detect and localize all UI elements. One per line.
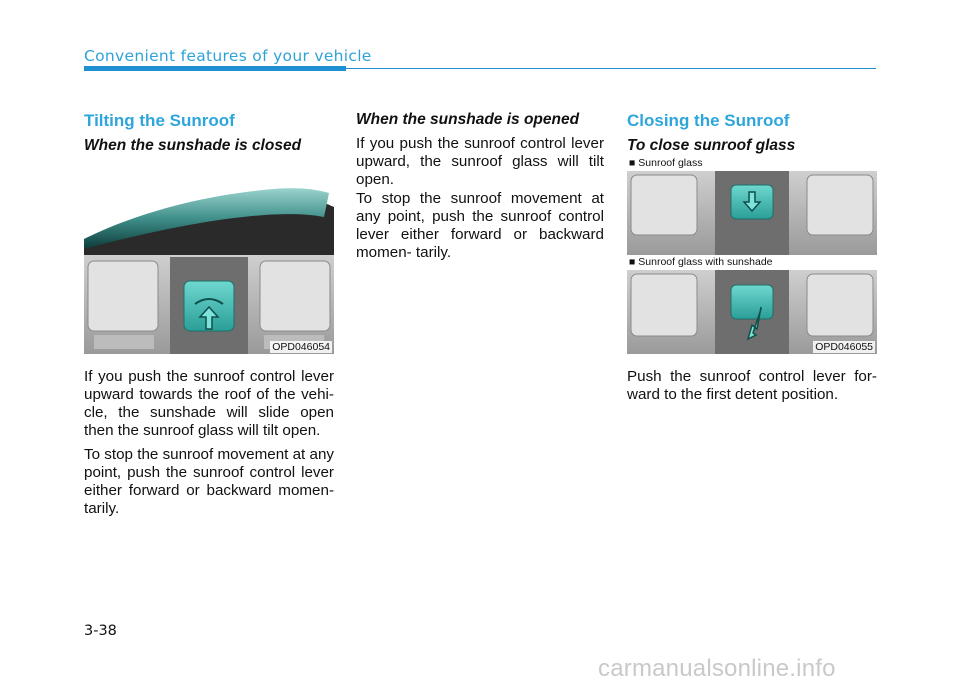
watermark-text: carmanualsonline.info <box>598 655 836 682</box>
paragraph-tilt-closed-2: To stop the sunroof movement at any point, push the sunroof control lever either forward or backward momen- tarily. <box>84 446 334 517</box>
page-number: 3-38 <box>84 623 117 639</box>
figure-code-left: OPD046054 <box>272 341 330 353</box>
subheading-sunshade-opened: When the sunshade is opened <box>356 111 580 128</box>
subheading-close-sunroof-glass: To close sunroof glass <box>627 137 796 154</box>
header-accent-bar <box>84 66 346 71</box>
paragraph-tilt-opened-1: If you push the sunroof control lever upward, the sunroof glass will tilt open. <box>356 135 604 188</box>
paragraph-tilt-opened-2: To stop the sunroof movement at any point, push the sunroof control lever either forward or backward momen- tarily. <box>356 190 604 261</box>
heading-tilting-sunroof: Tilting the Sunroof <box>84 111 235 130</box>
section-header-title: Convenient features of your vehicle <box>84 47 372 65</box>
header-rule-line <box>346 68 876 69</box>
figure-sunroof-close <box>627 157 877 354</box>
heading-closing-sunroof: Closing the Sunroof <box>627 111 790 130</box>
paragraph-close-sunroof: Push the sunroof control lever for- ward to the first detent position. <box>627 368 877 403</box>
caption-sunroof-glass: ■ Sunroof glass <box>629 157 703 169</box>
caption-sunroof-glass-sunshade: ■ Sunroof glass with sunshade <box>629 256 773 268</box>
subheading-sunshade-closed: When the sunshade is closed <box>84 137 302 154</box>
paragraph-tilt-closed-1: If you push the sunroof control lever upward towards the roof of the vehi- cle, the sunshade will slide open then the sunroof glass will tilt open. <box>84 368 334 439</box>
figure-sunroof-tilt-closed <box>84 157 334 354</box>
sunroof-lever-illustration <box>84 157 334 354</box>
figure-code-right: OPD046055 <box>815 341 873 353</box>
